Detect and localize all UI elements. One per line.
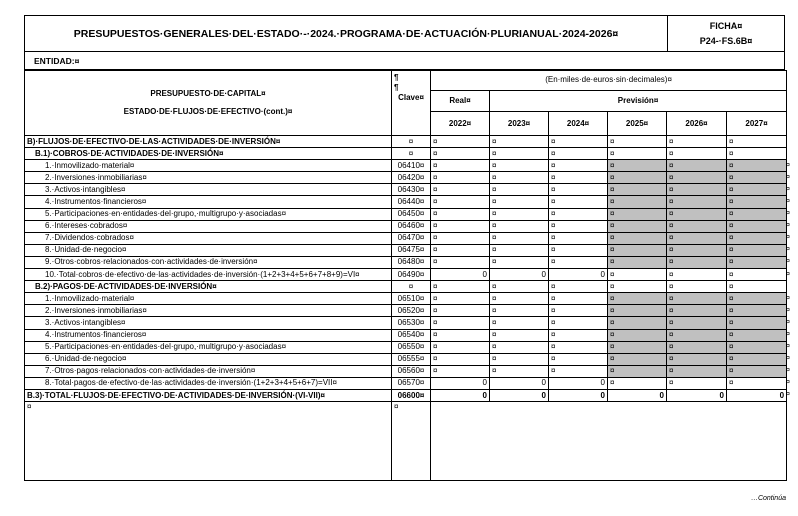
value-cell[interactable]: 0: [549, 377, 608, 389]
value-cell[interactable]: ¤: [549, 136, 608, 148]
value-cell[interactable]: ¤: [549, 160, 608, 172]
value-cell[interactable]: ¤: [490, 208, 549, 220]
table-row: [25, 220, 787, 232]
table-row: [25, 160, 787, 172]
header-clave-cell: [392, 71, 431, 136]
value-cell[interactable]: ¤: [608, 281, 667, 293]
value-cell[interactable]: ¤: [490, 232, 549, 244]
value-cell[interactable]: ¤: [727, 341, 787, 353]
value-cell[interactable]: ¤: [431, 317, 490, 329]
value-cell[interactable]: ¤: [490, 353, 549, 365]
table-row: [25, 184, 787, 196]
table-row: [25, 256, 787, 268]
value-cell[interactable]: ¤: [431, 341, 490, 353]
header-presupuesto-cell: [25, 71, 392, 136]
value-cell[interactable]: ¤: [490, 305, 549, 317]
ficha-label: FICHA¤: [709, 20, 743, 31]
value-cell[interactable]: ¤: [727, 196, 787, 208]
table-row: [25, 329, 787, 341]
row-key: 06490¤: [392, 269, 431, 281]
value-cell[interactable]: ¤: [608, 377, 667, 389]
value-cell[interactable]: 0: [727, 389, 787, 401]
value-cell[interactable]: ¤: [490, 160, 549, 172]
value-cell[interactable]: ¤: [490, 196, 549, 208]
value-cell[interactable]: ¤: [667, 148, 727, 160]
value-cell[interactable]: ¤: [727, 305, 787, 317]
row-end-marker: ¤: [786, 161, 790, 169]
value-cell[interactable]: ¤: [431, 220, 490, 232]
value-cell[interactable]: ¤: [490, 220, 549, 232]
row-label: 1.·Inmovilizado·material¤: [25, 293, 392, 305]
row-label: 9.·Otros·cobros·relacionados·con·actividades·de·inversión¤: [25, 256, 392, 268]
row-label: 7.·Dividendos·cobrados¤: [25, 232, 392, 244]
value-cell[interactable]: ¤: [727, 293, 787, 305]
form-frame: [24, 15, 785, 481]
ficha-code: P24-·FS.6B¤: [699, 36, 753, 47]
row-label: B.2)·PAGOS·DE·ACTIVIDADES·DE·INVERSIÓN¤: [25, 281, 392, 293]
value-cell[interactable]: ¤: [667, 341, 727, 353]
row-key: 06410¤: [392, 160, 431, 172]
value-cell[interactable]: ¤: [727, 136, 787, 148]
header-clave: Clave¤: [398, 93, 424, 102]
row-label: 5.·Participaciones·en·entidades·del·grupo,·multigrupo·y·asociadas¤: [25, 341, 392, 353]
value-cell[interactable]: 0: [431, 377, 490, 389]
row-key: 06510¤: [392, 293, 431, 305]
value-cell[interactable]: ¤: [667, 160, 727, 172]
value-cell[interactable]: ¤: [667, 353, 727, 365]
value-cell[interactable]: ¤: [608, 341, 667, 353]
value-cell[interactable]: ¤: [727, 220, 787, 232]
value-cell[interactable]: 0: [490, 269, 549, 281]
value-cell[interactable]: ¤: [608, 148, 667, 160]
value-cell[interactable]: ¤: [490, 184, 549, 196]
row-key: 06570¤: [392, 377, 431, 389]
value-cell[interactable]: ¤: [608, 244, 667, 256]
value-cell[interactable]: ¤: [667, 172, 727, 184]
row-end-marker: ¤: [786, 258, 790, 266]
row-key: 06530¤: [392, 317, 431, 329]
row-label: 3.·Activos·intangibles¤: [25, 317, 392, 329]
row-end-marker: ¤: [786, 379, 790, 387]
row-key: 06420¤: [392, 172, 431, 184]
table-row: [25, 208, 787, 220]
value-cell[interactable]: ¤: [549, 232, 608, 244]
row-end-marker: ¤: [786, 391, 790, 399]
row-label: 2.·Inversiones·inmobiliarias¤: [25, 305, 392, 317]
row-label: 1.·Inmovilizado·material¤: [25, 160, 392, 172]
value-cell[interactable]: ¤: [490, 317, 549, 329]
value-cell[interactable]: ¤: [608, 317, 667, 329]
value-cell[interactable]: ¤: [431, 136, 490, 148]
value-cell[interactable]: ¤: [727, 353, 787, 365]
value-cell[interactable]: ¤: [667, 317, 727, 329]
value-cell[interactable]: ¤: [727, 329, 787, 341]
blank-area-key: ¤: [392, 402, 431, 481]
header-real: Real¤: [431, 90, 490, 112]
value-cell[interactable]: ¤: [431, 232, 490, 244]
value-cell[interactable]: 0: [431, 389, 490, 401]
row-end-marker: ¤: [786, 185, 790, 193]
value-cell[interactable]: ¤: [608, 232, 667, 244]
row-end-marker: ¤: [786, 294, 790, 302]
row-key: ¤: [392, 148, 431, 160]
value-cell[interactable]: ¤: [608, 365, 667, 377]
value-cell[interactable]: ¤: [727, 269, 787, 281]
value-cell[interactable]: ¤: [667, 136, 727, 148]
value-cell[interactable]: ¤: [727, 148, 787, 160]
value-cell[interactable]: ¤: [490, 341, 549, 353]
table-row: [25, 136, 787, 148]
value-cell[interactable]: ¤: [431, 353, 490, 365]
blank-area-values: [431, 402, 787, 481]
header-year-5: 2027¤: [727, 112, 787, 136]
row-key: 06550¤: [392, 341, 431, 353]
row-key: 06430¤: [392, 184, 431, 196]
value-cell[interactable]: ¤: [667, 208, 727, 220]
row-key: 06540¤: [392, 329, 431, 341]
value-cell[interactable]: ¤: [608, 160, 667, 172]
value-cell[interactable]: ¤: [549, 341, 608, 353]
value-cell[interactable]: ¤: [667, 329, 727, 341]
row-key: 06480¤: [392, 256, 431, 268]
value-cell[interactable]: ¤: [667, 244, 727, 256]
value-cell[interactable]: ¤: [490, 136, 549, 148]
header-units: (En·miles·de·euros·sin·decimales)¤: [431, 71, 787, 91]
row-end-marker: ¤: [786, 306, 790, 314]
row-end-marker: ¤: [786, 331, 790, 338]
row-key: 06460¤: [392, 220, 431, 232]
value-cell[interactable]: ¤: [667, 365, 727, 377]
value-cell[interactable]: ¤: [608, 196, 667, 208]
row-label: 4.·Instrumentos·financieros¤: [25, 196, 392, 208]
row-key: ¤: [392, 281, 431, 293]
value-cell[interactable]: ¤: [549, 281, 608, 293]
header-estado: ESTADO·DE·FLUJOS·DE·EFECTIVO·(cont.)¤: [123, 107, 293, 116]
row-end-marker: ¤: [786, 222, 790, 230]
table-body: [25, 136, 787, 402]
row-label: B.3)·TOTAL·FLUJOS·DE·EFECTIVO·DE·ACTIVIDADES·DE·INVERSIÓN·(VI-VII)¤: [25, 389, 392, 401]
form-header: [24, 15, 785, 52]
table-row: [25, 365, 787, 377]
value-cell[interactable]: ¤: [667, 293, 727, 305]
pilcrow-mark: ¶: [394, 73, 399, 82]
row-end-marker: ¤: [786, 343, 790, 351]
table-row: [25, 281, 787, 293]
row-key: 06520¤: [392, 305, 431, 317]
header-year-2: 2024¤: [549, 112, 608, 136]
value-cell[interactable]: 0: [608, 389, 667, 401]
value-cell[interactable]: ¤: [667, 305, 727, 317]
value-cell[interactable]: ¤: [549, 196, 608, 208]
value-cell[interactable]: ¤: [727, 160, 787, 172]
value-cell[interactable]: ¤: [431, 184, 490, 196]
value-cell[interactable]: ¤: [431, 208, 490, 220]
value-cell[interactable]: ¤: [549, 256, 608, 268]
value-cell[interactable]: 0: [549, 269, 608, 281]
value-cell[interactable]: ¤: [608, 220, 667, 232]
value-cell[interactable]: ¤: [490, 281, 549, 293]
row-end-marker: ¤: [786, 246, 790, 254]
value-cell[interactable]: ¤: [667, 269, 727, 281]
value-cell[interactable]: ¤: [727, 232, 787, 244]
value-cell[interactable]: ¤: [549, 184, 608, 196]
value-cell[interactable]: ¤: [549, 353, 608, 365]
value-cell[interactable]: ¤: [727, 377, 787, 389]
value-cell[interactable]: 0: [490, 389, 549, 401]
table-row: [25, 232, 787, 244]
value-cell[interactable]: ¤: [431, 244, 490, 256]
value-cell[interactable]: ¤: [608, 136, 667, 148]
header-year-0: 2022¤: [431, 112, 490, 136]
row-label: 8.·Total·pagos·de·efectivo·de·las·actividades·de·inversión·(1+2+3+4+5+6+7)=VII¤: [25, 377, 392, 389]
value-cell[interactable]: ¤: [727, 256, 787, 268]
row-end-marker: ¤: [786, 173, 790, 181]
value-cell[interactable]: 0: [667, 389, 727, 401]
table-row: [25, 269, 787, 281]
value-cell[interactable]: ¤: [490, 244, 549, 256]
value-cell[interactable]: ¤: [727, 172, 787, 184]
value-cell[interactable]: ¤: [608, 184, 667, 196]
blank-area-label: ¤: [25, 402, 392, 481]
value-cell[interactable]: ¤: [608, 305, 667, 317]
continua-note: …Continúa: [750, 495, 786, 502]
value-cell[interactable]: ¤: [431, 329, 490, 341]
row-key: 06450¤: [392, 208, 431, 220]
value-cell[interactable]: ¤: [667, 256, 727, 268]
value-cell[interactable]: ¤: [608, 172, 667, 184]
row-label: B)·FLUJOS·DE·EFECTIVO·DE·LAS·ACTIVIDADES·DE·INVERSIÓN¤: [25, 136, 392, 148]
row-key: 06560¤: [392, 365, 431, 377]
table-row: [25, 148, 787, 160]
table-row: [25, 341, 787, 353]
form-title: PRESUPUESTOS·GENERALES·DEL·ESTADO·-·2024.·PROGRAMA·DE·ACTUACIÓN·PLURIANUAL·2024-2026¤: [25, 16, 668, 51]
header-prevision: Previsión¤: [490, 90, 787, 112]
value-cell[interactable]: ¤: [431, 365, 490, 377]
table-row: [25, 305, 787, 317]
pilcrow-mark: ¶: [394, 83, 399, 92]
value-cell[interactable]: ¤: [608, 293, 667, 305]
value-cell[interactable]: ¤: [608, 329, 667, 341]
value-cell[interactable]: ¤: [490, 256, 549, 268]
value-cell[interactable]: ¤: [549, 365, 608, 377]
value-cell[interactable]: ¤: [549, 317, 608, 329]
row-label: 3.·Activos·intangibles¤: [25, 184, 392, 196]
value-cell[interactable]: ¤: [667, 196, 727, 208]
value-cell[interactable]: ¤: [667, 377, 727, 389]
value-cell[interactable]: ¤: [431, 256, 490, 268]
value-cell[interactable]: ¤: [727, 365, 787, 377]
table-row: [25, 172, 787, 184]
value-cell[interactable]: ¤: [549, 329, 608, 341]
value-cell[interactable]: 0: [490, 377, 549, 389]
table-row: [25, 377, 787, 389]
row-label: 2.·Inversiones·inmobiliarias¤: [25, 172, 392, 184]
row-key: 06475¤: [392, 244, 431, 256]
row-label: 10.·Total·cobros·de·efectivo·de·las·actividades·de·inversión·(1+2+3+4+5+6+7+8+9)=VI¤: [25, 269, 392, 281]
row-key: 06600¤: [392, 389, 431, 401]
row-end-marker: ¤: [786, 210, 790, 218]
row-key: 06470¤: [392, 232, 431, 244]
row-end-marker: ¤: [786, 197, 790, 205]
entidad-field[interactable]: ENTIDAD:¤: [24, 52, 785, 70]
table-row: [25, 196, 787, 208]
value-cell[interactable]: ¤: [549, 172, 608, 184]
row-label: 4.·Instrumentos·financieros¤: [25, 329, 392, 341]
value-cell[interactable]: ¤: [727, 244, 787, 256]
cash-flow-table: [24, 70, 787, 481]
header-year-1: 2023¤: [490, 112, 549, 136]
value-cell[interactable]: ¤: [667, 184, 727, 196]
header-presupuesto: PRESUPUESTO·DE·CAPITAL¤: [150, 89, 266, 98]
value-cell[interactable]: ¤: [727, 281, 787, 293]
row-label: 7.·Otros·pagos·relacionados·con·actividades·de·inversión¤: [25, 365, 392, 377]
value-cell[interactable]: 0: [431, 269, 490, 281]
table-row: [25, 293, 787, 305]
value-cell[interactable]: ¤: [431, 281, 490, 293]
value-cell[interactable]: ¤: [431, 148, 490, 160]
table-row: [25, 244, 787, 256]
row-key: 06555¤: [392, 353, 431, 365]
value-cell[interactable]: ¤: [549, 208, 608, 220]
row-label: B.1)·COBROS·DE·ACTIVIDADES·DE·INVERSIÓN¤: [25, 148, 392, 160]
value-cell[interactable]: 0: [549, 389, 608, 401]
value-cell[interactable]: ¤: [549, 305, 608, 317]
row-key: 06440¤: [392, 196, 431, 208]
value-cell[interactable]: ¤: [431, 196, 490, 208]
value-cell[interactable]: ¤: [667, 281, 727, 293]
row-end-marker: ¤: [786, 234, 790, 242]
value-cell[interactable]: ¤: [490, 365, 549, 377]
row-end-marker: ¤: [786, 355, 790, 363]
row-label: 8.·Unidad·de·negocio¤: [25, 244, 392, 256]
value-cell[interactable]: ¤: [490, 329, 549, 341]
value-cell[interactable]: ¤: [431, 293, 490, 305]
ficha-box: [668, 16, 784, 51]
value-cell[interactable]: ¤: [549, 220, 608, 232]
header-year-4: 2026¤: [667, 112, 727, 136]
value-cell[interactable]: ¤: [608, 208, 667, 220]
value-cell[interactable]: ¤: [727, 208, 787, 220]
row-end-marker: ¤: [786, 318, 790, 326]
table-row: [25, 317, 787, 329]
value-cell[interactable]: ¤: [549, 244, 608, 256]
row-key: ¤: [392, 136, 431, 148]
row-end-marker: ¤: [786, 367, 790, 375]
value-cell[interactable]: ¤: [727, 184, 787, 196]
value-cell[interactable]: ¤: [431, 172, 490, 184]
value-cell[interactable]: ¤: [431, 160, 490, 172]
value-cell[interactable]: ¤: [490, 293, 549, 305]
value-cell[interactable]: ¤: [431, 305, 490, 317]
value-cell[interactable]: ¤: [549, 293, 608, 305]
table-row: [25, 353, 787, 365]
row-label: 5.·Participaciones·en·entidades·del·grupo,·multigrupo·y·asociadas¤: [25, 208, 392, 220]
value-cell[interactable]: ¤: [490, 172, 549, 184]
value-cell[interactable]: ¤: [490, 148, 549, 160]
row-end-marker: ¤: [786, 270, 790, 278]
value-cell[interactable]: ¤: [667, 220, 727, 232]
value-cell[interactable]: ¤: [608, 256, 667, 268]
value-cell[interactable]: ¤: [608, 269, 667, 281]
value-cell[interactable]: ¤: [608, 353, 667, 365]
table-row: [25, 389, 787, 401]
value-cell[interactable]: ¤: [667, 232, 727, 244]
header-year-3: 2025¤: [608, 112, 667, 136]
value-cell[interactable]: ¤: [549, 148, 608, 160]
row-label: 6.·Unidad·de·negocio¤: [25, 353, 392, 365]
row-label: 6.·Intereses·cobrados¤: [25, 220, 392, 232]
value-cell[interactable]: ¤: [727, 317, 787, 329]
